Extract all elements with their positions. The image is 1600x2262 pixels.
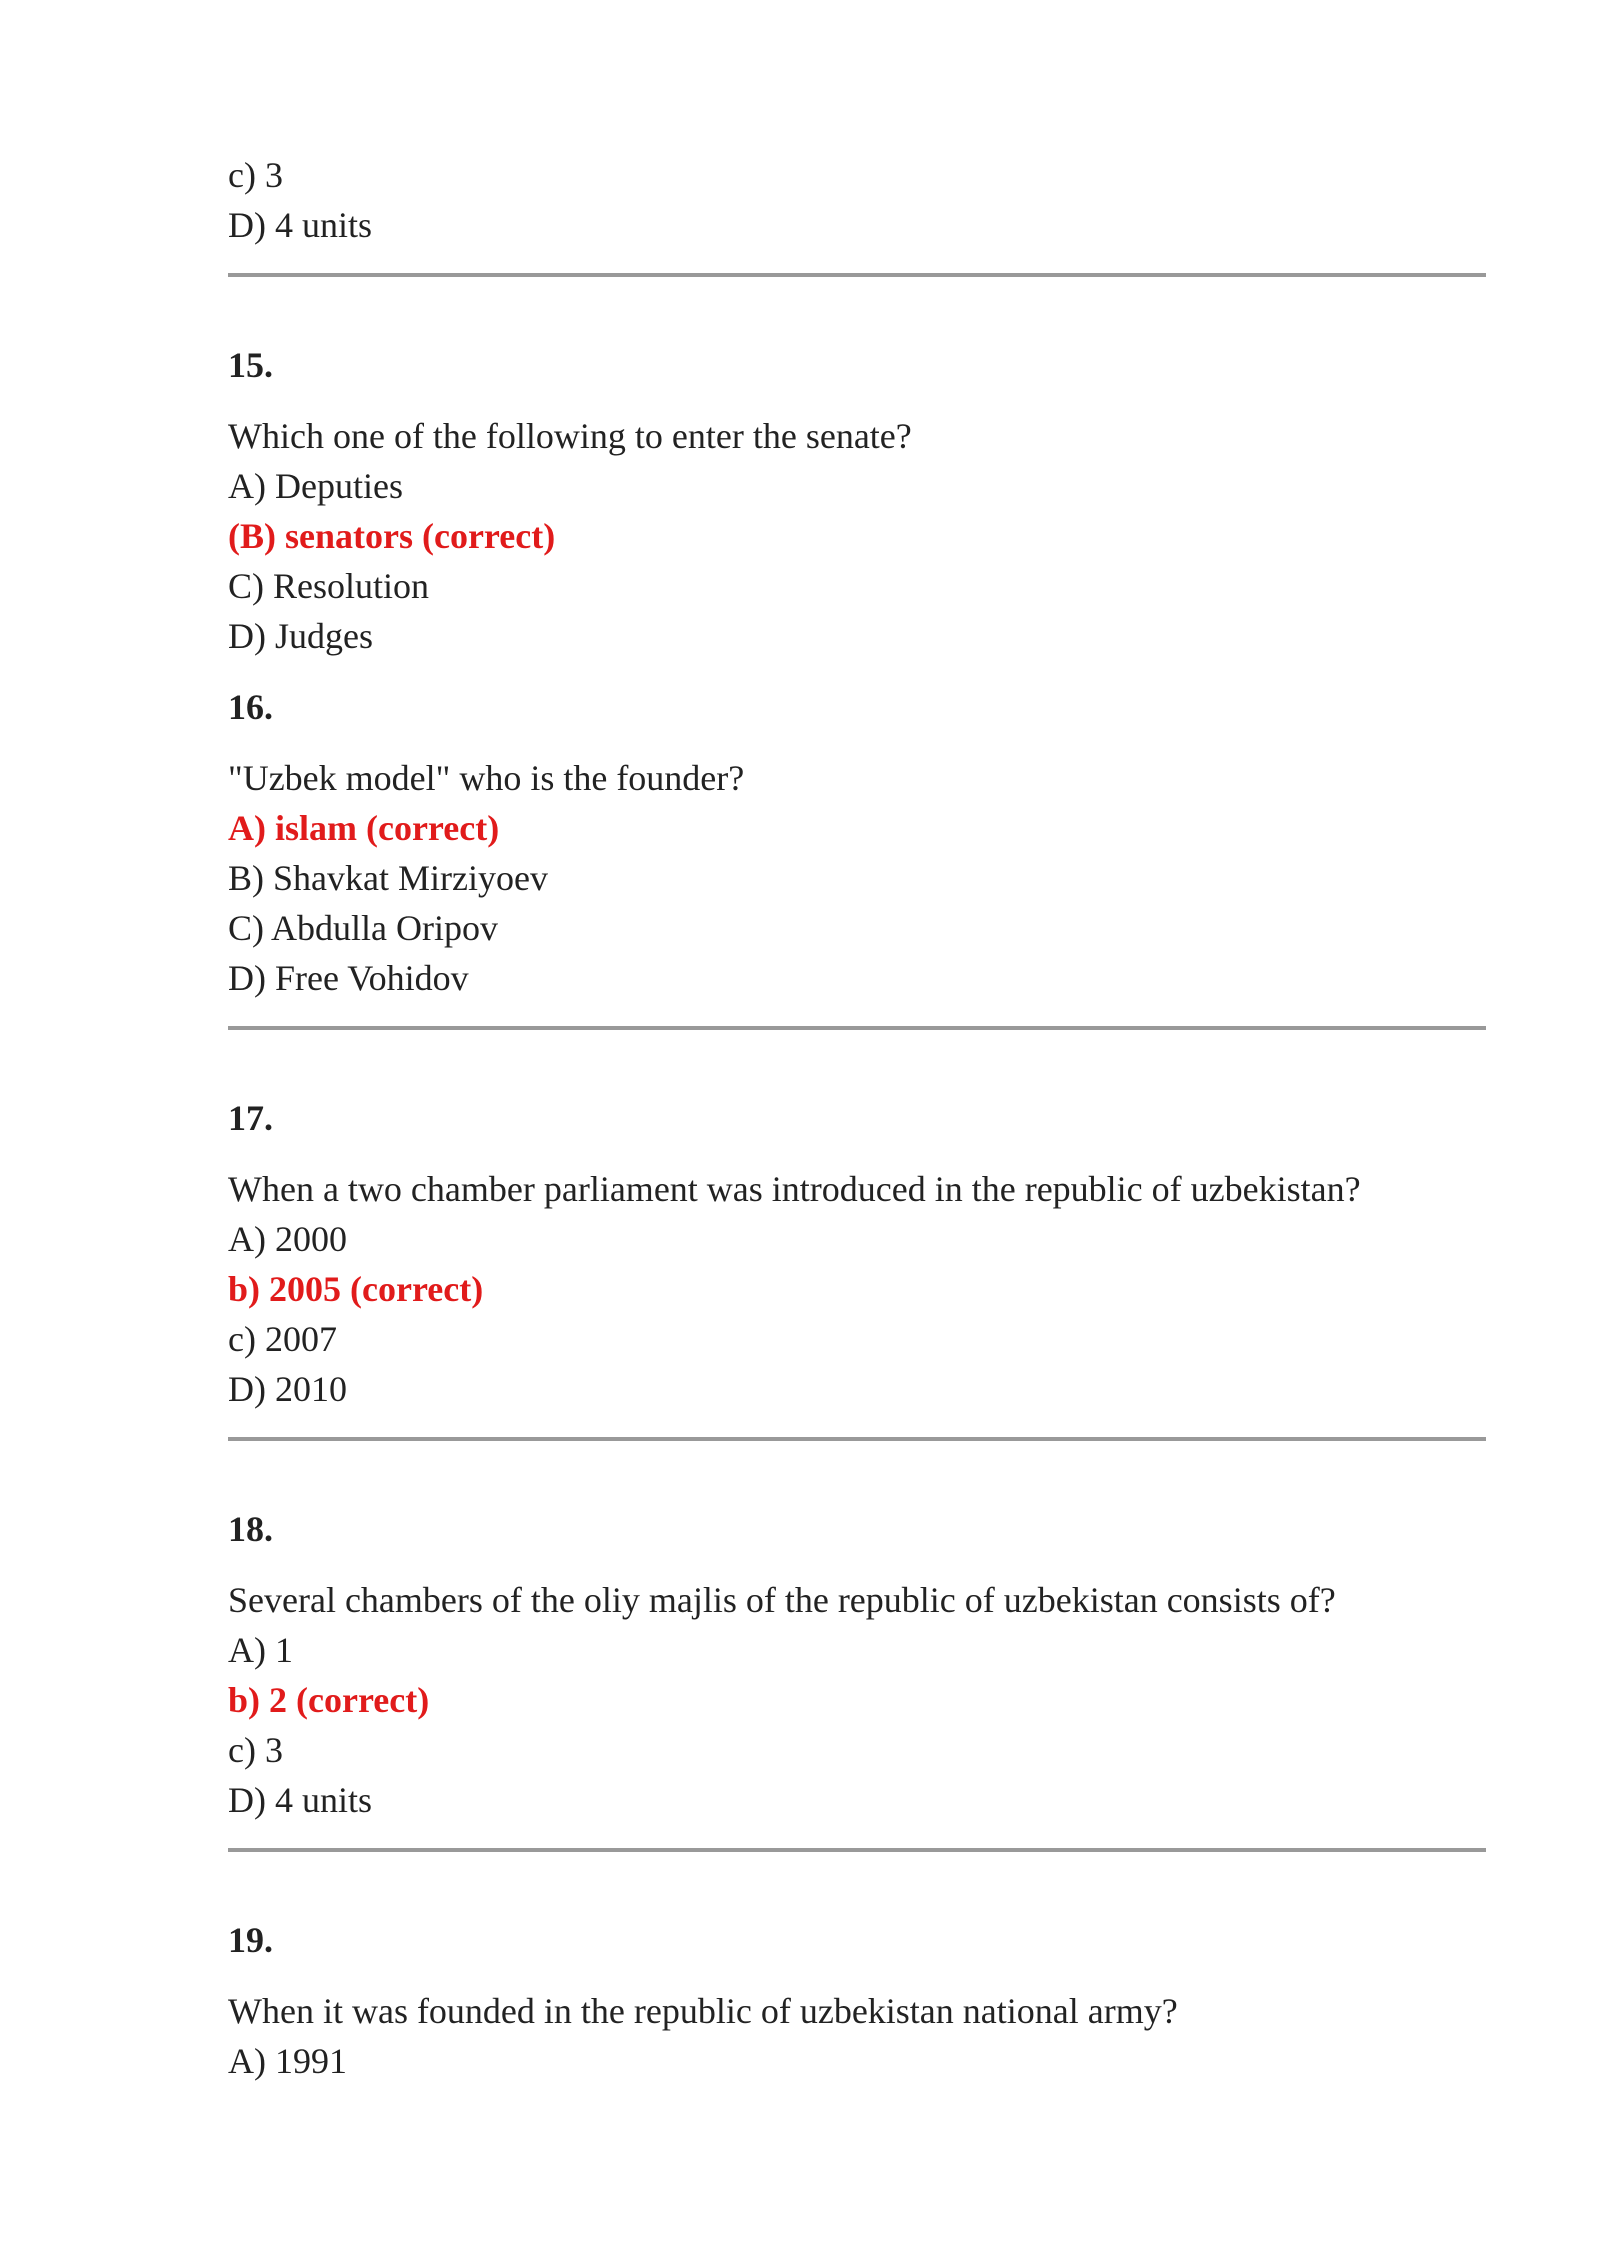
question-text: "Uzbek model" who is the founder? [228,758,745,798]
answer-option: D) 4 units [228,205,372,245]
question-text: When it was founded in the republic of uzbekistan national army? [228,1991,1178,2031]
answer-option: D) Free Vohidov [228,958,469,998]
answer-option: D) 2010 [228,1369,347,1409]
option-list [228,150,1486,250]
answer-option: c) 3 [228,155,283,195]
correct-answer-option: (B) senators (correct) [228,516,556,556]
answer-option: C) Resolution [228,566,430,606]
correct-answer-option: b) 2 (correct) [228,1680,430,1720]
answer-option: B) Shavkat Mirziyoev [228,858,548,898]
question-number: 16. [228,687,273,727]
question-number: 18. [228,1509,273,1549]
answer-option: A) Deputies [228,466,403,506]
answer-option: c) 2007 [228,1319,337,1359]
answer-option: c) 3 [228,1730,283,1770]
correct-answer-option: b) 2005 (correct) [228,1269,484,1309]
document-page [228,150,1486,2086]
answer-option: A) 1 [228,1630,293,1670]
answer-option: C) Abdulla Oripov [228,908,498,948]
question-number: 15. [228,345,273,385]
answer-option: A) 1991 [228,2041,347,2081]
question-number: 19. [228,1920,273,1960]
question-number: 17. [228,1098,273,1138]
answer-option: A) 2000 [228,1219,347,1259]
question-text: When a two chamber parliament was introduced in the republic of uzbekistan? [228,1169,1361,1209]
answer-option: D) 4 units [228,1780,372,1820]
question-text: Which one of the following to enter the senate? [228,416,912,456]
question-text: Several chambers of the oliy majlis of the republic of uzbekistan consists of? [228,1580,1336,1620]
answer-option: D) Judges [228,616,373,656]
correct-answer-option: A) islam (correct) [228,808,500,848]
